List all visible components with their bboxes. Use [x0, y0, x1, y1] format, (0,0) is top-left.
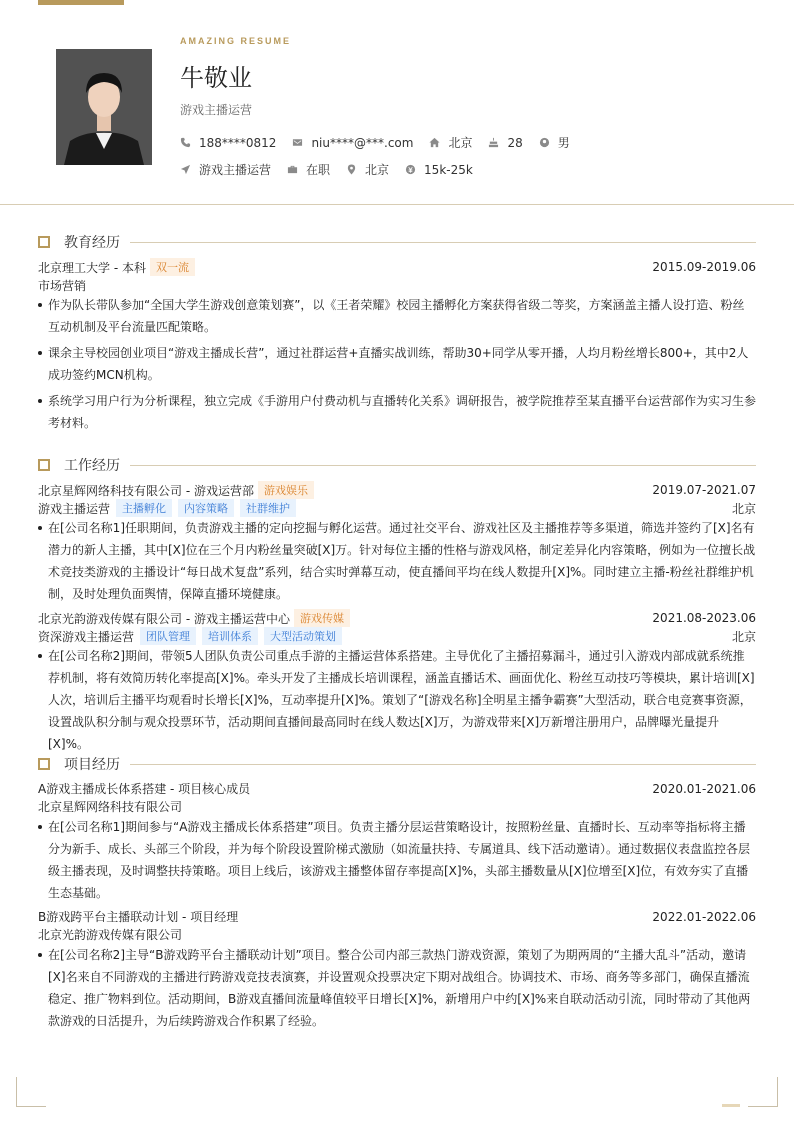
bottom-accent-mark — [722, 1104, 740, 1107]
corner-decoration-left — [16, 1077, 46, 1107]
section-square-icon — [38, 758, 50, 770]
section-title-text: 工作经历 — [64, 458, 120, 474]
phone-item — [180, 136, 276, 150]
project-dates: 2020.01-2021.06 — [652, 781, 756, 796]
work-dates: 2021.08-2023.06 — [652, 611, 756, 625]
project-bullet: 在[公司名称1]期间参与“A游戏主播成长体系搭建”项目。负责主播分层运营策略设计，按照粉丝量、直播时长、互动率等指标将主播分为新手、成长、头部三个阶段，并为每个阶段设置阶梯式激励（如流量扶持、专属道具、线下活动邀请）。通过数据仪表盘监控各层级主播表现，及时调整扶持策略。项目上线后，该游戏主播整体留存率提高[X]%，头部主播数量从[X]位增至[X]位，有效夯实了直播生态基础。 — [38, 816, 756, 904]
school-name: 北京理工大学 - 本科 — [38, 260, 146, 275]
section-square-icon — [38, 459, 50, 471]
role-text: 资深游戏主播运营 — [38, 629, 135, 644]
education-bullet: 课余主导校园创业项目“游戏主播成长营”，通过社群运营+直播实战训练，帮助30+同学从零开播，人均月粉丝增长800+，其中2人成功签约MCN机构。 — [38, 342, 756, 386]
project-company: 北京星辉网络科技有限公司 — [38, 800, 183, 814]
project-name: B游戏跨平台主播联动计划 - 项目经理 — [38, 910, 239, 924]
industry-tag: 游戏娱乐 — [258, 481, 314, 499]
intent-position-item — [180, 161, 271, 178]
home-city-item — [429, 134, 472, 151]
location-pin-icon — [346, 164, 357, 175]
work-section-title — [38, 455, 756, 475]
company-name: 北京星辉网络科技有限公司 - 游戏运营部 — [38, 483, 254, 498]
education-bullet: 作为队长带队参加“全国大学生游戏创意策划赛”，以《王者荣耀》校园主播孵化方案获得省级二等奖，方案涵盖主播人设打造、粉丝互动机制及平台流量匹配策略。 — [38, 294, 756, 338]
section-title-text: 教育经历 — [64, 235, 120, 251]
intent-position-text: 游戏主播运营 — [199, 163, 272, 177]
email-item — [292, 136, 413, 150]
home-city-text: 北京 — [448, 136, 473, 150]
phone-text: 188****0812 — [199, 135, 277, 150]
education-dates: 2015.09-2019.06 — [652, 260, 756, 274]
skill-tag: 内容策略 — [178, 499, 234, 517]
salary-icon — [405, 164, 416, 175]
send-icon — [180, 164, 191, 175]
skill-tag: 大型活动策划 — [264, 627, 342, 645]
work-city: 北京 — [731, 629, 756, 644]
work-bullet: 在[公司名称2]期间，带领5人团队负责公司重点手游的主播运营体系搭建。主导优化了主播招募漏斗，通过引入游戏内部成就系统推荐机制，将有效简历转化率提高[X]%。牵头开发了主播成长培训课程，涵盖直播话术、画面优化、粉丝互动技巧等模块，累计培训[X]人次，培训后主播平均观看时长增长[X]%，互动率提升[X]%。策划了“[游戏名称]全明星主播争霸赛”大型活动，联合电竞赛事资源，设置战队积分制与观众投票环节，活动期间直播间最高同时在线人数达[X]万，为游戏带来[X]万新增注册用户，品牌曝光量提升[X]%。 — [38, 645, 756, 755]
skill-tag: 团队管理 — [140, 627, 196, 645]
status-text: 在职 — [306, 163, 331, 177]
section-rule — [130, 465, 756, 466]
skill-tag: 社群维护 — [240, 499, 296, 517]
school-tag: 双一流 — [150, 258, 195, 276]
salary-item — [405, 163, 473, 177]
home-icon — [429, 137, 440, 148]
section-square-icon — [38, 236, 50, 248]
work-entry-header — [38, 481, 756, 499]
cake-icon — [488, 137, 499, 148]
section-title-text: 项目经历 — [64, 757, 120, 773]
job-title: 游戏主播运营 — [180, 103, 253, 117]
major-text: 市场营销 — [38, 279, 87, 293]
intent-city-text: 北京 — [365, 163, 390, 177]
gender-text: 男 — [557, 136, 570, 150]
work-role-row — [38, 627, 756, 645]
work-dates: 2019.07-2021.07 — [652, 483, 756, 497]
project-dates: 2022.01-2022.06 — [652, 909, 756, 924]
project-entry-header — [38, 780, 756, 797]
job-intent-row — [180, 161, 489, 178]
project-company-row — [38, 798, 756, 815]
section-rule — [130, 242, 756, 243]
brand-label: AMAZING RESUME — [180, 36, 291, 46]
section-rule — [130, 764, 756, 765]
age-item — [488, 136, 522, 150]
salary-text: 15k-25k — [424, 162, 473, 177]
education-section-title — [38, 232, 756, 252]
briefcase-icon — [287, 164, 298, 175]
education-bullet: 系统学习用户行为分析课程，独立完成《手游用户付费动机与直播转化关系》调研报告，被学院推荐至某直播平台运营部作为实习生参考材料。 — [38, 390, 756, 434]
project-company: 北京光韵游戏传媒有限公司 — [38, 928, 183, 942]
role-text: 游戏主播运营 — [38, 501, 111, 516]
industry-tag: 游戏传媒 — [294, 609, 350, 627]
work-bullet: 在[公司名称1]任职期间，负责游戏主播的定向挖掘与孵化运营。通过社交平台、游戏社区及主播推荐等多渠道，筛选并签约了[X]名有潜力的新人主播，其中[X]位在三个月内粉丝量突破[X]万。针对每位主播的性格与游戏风格，制定差异化内容策略，例如为一位擅长战术竞技类游戏的主播设计“每日战术复盘”系列，结合实时弹幕互动，使直播间平均在线人数提升[X]%。同时建立主播-粉丝社群维护机制，及时处理负面舆情，保障直播环境健康。 — [38, 517, 756, 605]
education-major-row — [38, 277, 756, 294]
work-role-row — [38, 499, 756, 517]
work-entry-header — [38, 609, 756, 627]
project-bullet: 在[公司名称2]主导“B游戏跨平台主播联动计划”项目。整合公司内部三款热门游戏资源，策划了为期两周的“主播大乱斗”活动，邀请[X]名来自不同游戏的主播进行跨游戏竞技表演赛，并设置观众投票决定下期对战组合。协调技术、市场、商务等多部门，确保直播流稳定、推广物料到位。活动期间，B游戏直播间流量峰值较平日增长[X]%，新增用户中约[X]%来自联动活动引流，同时带动了其他两款游戏的日活提升，为后续跨游戏合作积累了经验。 — [38, 944, 756, 1032]
status-item — [287, 161, 330, 178]
age-text: 28 — [507, 135, 523, 150]
top-accent-bar — [38, 0, 124, 5]
company-name: 北京光韵游戏传媒有限公司 - 游戏主播运营中心 — [38, 611, 290, 626]
mail-icon — [292, 137, 303, 148]
email-text: niu****@***.com — [311, 135, 414, 150]
skill-tag: 主播孵化 — [116, 499, 172, 517]
header-divider — [0, 204, 794, 205]
intent-city-item — [346, 161, 389, 178]
profile-photo — [56, 49, 152, 165]
contact-info-row — [180, 134, 586, 151]
gender-icon — [539, 137, 550, 148]
project-company-row — [38, 926, 756, 943]
work-city: 北京 — [731, 501, 756, 516]
project-entry-header — [38, 908, 756, 925]
project-name: A游戏主播成长体系搭建 - 项目核心成员 — [38, 782, 251, 796]
candidate-name: 牛敬业 — [180, 64, 252, 92]
projects-section-title — [38, 754, 756, 774]
gender-item — [539, 134, 570, 151]
education-entry-header — [38, 258, 756, 276]
phone-icon — [180, 137, 191, 148]
skill-tag: 培训体系 — [202, 627, 258, 645]
corner-decoration-right — [748, 1077, 778, 1107]
